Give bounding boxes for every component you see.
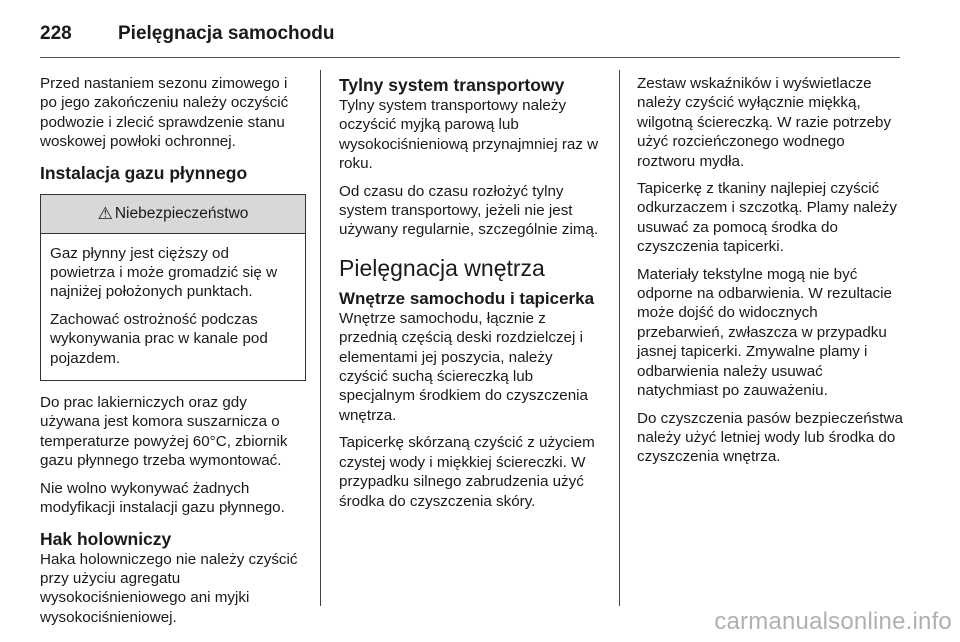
column-middle bbox=[339, 74, 605, 519]
warning-title: Niebezpieczeństwo bbox=[114, 204, 249, 222]
warning-text: Zachować ostrożność podczas wykonywania prac w kanale pod pojazdem. bbox=[50, 310, 268, 367]
paragraph: Zestaw wskaźników i wyświetlacze należy czyścić wyłącznie miękką, wilgotną ściereczką. W razie potrzeby użyć rozcieńczonego wodnego roztworu mydła. bbox=[637, 75, 892, 170]
chapter-heading-interior-care: Pielęgnacja wnętrza bbox=[339, 254, 545, 281]
warning-header bbox=[41, 195, 305, 234]
warning-triangle-icon: ⚠ bbox=[97, 203, 113, 223]
column-divider bbox=[619, 70, 620, 606]
column-divider bbox=[320, 70, 321, 606]
paragraph: Nie wolno wykonywać żadnych modyfikacji instalacji gazu płynnego. bbox=[40, 479, 285, 517]
warning-box bbox=[40, 194, 306, 381]
paragraph: Tylny system transportowy należy oczyścić myjką parową lub wysokociśnieniową przynajmniej raz w roku. bbox=[339, 97, 599, 173]
section-heading-rear-carrier: Tylny system transportowy bbox=[339, 75, 565, 95]
column-right bbox=[637, 74, 903, 475]
section-heading-lpg: Instalacja gazu płynnego bbox=[40, 162, 248, 183]
watermark: carmanualsonline.info bbox=[714, 608, 952, 635]
page-header bbox=[40, 14, 334, 54]
section-heading-tow-hitch: Hak holowniczy bbox=[40, 528, 172, 549]
column-left bbox=[40, 74, 306, 635]
paragraph: Tapicerkę z tkaniny najlepiej czyścić odkurzaczem i szczotką. Plamy należy usuwać za pomocą środka do czyszczenia tapicerki. bbox=[637, 180, 897, 256]
paragraph: Tapicerkę skórzaną czyścić z użyciem czystej wody i miękkiej ściereczki. W przypadku silnego zabrudzenia użyć środka do czyszczenia skóry. bbox=[339, 434, 595, 510]
paragraph: Materiały tekstylne mogą nie być odporne na odbarwienia. W rezultacie może dojść do widocznych przebarwień, zwłaszcza w przypadku jasnej tapicerki. Zmywalne plamy i odbarwienia należy usuwać natychmiast po zauważeniu. bbox=[637, 265, 892, 400]
warning-body bbox=[41, 234, 305, 380]
section-heading-interior-upholstery: Wnętrze samochodu i tapicerka bbox=[339, 288, 595, 308]
warning-text: Gaz płynny jest cięższy od powietrza i może gromadzić się w najniżej położonych punktach. bbox=[50, 244, 278, 301]
paragraph: Do czyszczenia pasów bezpieczeństwa należy użyć letniej wody lub środka do czyszczenia wnętrza. bbox=[637, 409, 903, 466]
paragraph: Przed nastaniem sezonu zimowego i po jego zakończeniu należy oczyścić podwozie i zlecić sprawdzenie stanu woskowej powłoki ochronnej. bbox=[40, 75, 289, 151]
paragraph: Haka holowniczego nie należy czyścić przy użyciu agregatu wysokociśnieniowego ani myjki wysokociśnieniowej. bbox=[40, 550, 298, 626]
page-title: Pielęgnacja samochodu bbox=[118, 23, 335, 44]
paragraph: Wnętrze samochodu, łącznie z przednią częścią deski rozdzielczej i elementami jej poszycia, należy czyścić suchą ściereczką lub specjalnym środkiem do czyszczenia wnętrza. bbox=[339, 309, 588, 424]
page-number: 228 bbox=[40, 23, 72, 44]
header-rule bbox=[40, 57, 900, 58]
paragraph: Od czasu do czasu rozłożyć tylny system transportowy, jeżeli nie jest używany regularnie, szczególnie zimą. bbox=[339, 182, 599, 239]
paragraph: Do prac lakierniczych oraz gdy używana jest komora suszarnicza o temperaturze powyżej 60°C, zbiornik gazu płynnego trzeba wymontować. bbox=[40, 394, 288, 470]
